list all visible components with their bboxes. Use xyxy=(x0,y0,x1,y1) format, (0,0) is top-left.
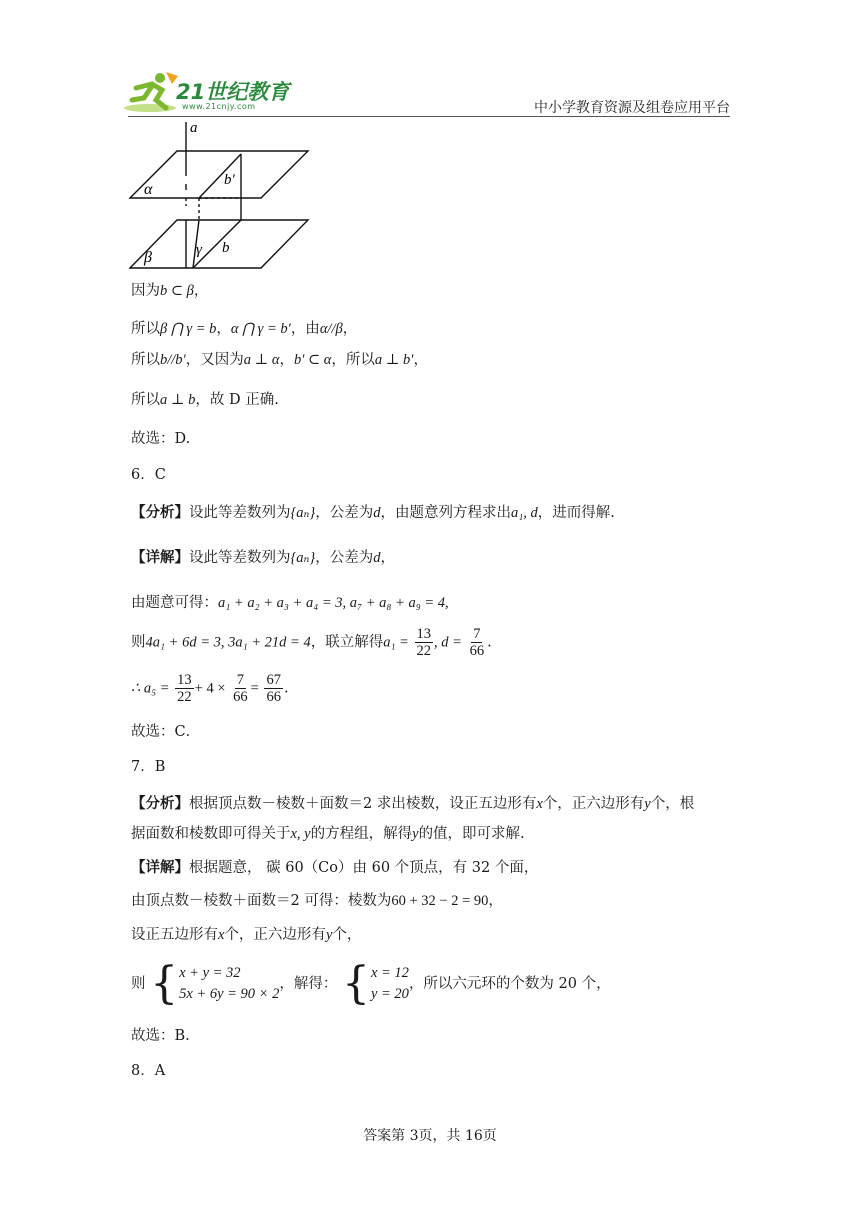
q5-answer: 故选：D. xyxy=(131,431,191,447)
header-divider xyxy=(128,116,730,117)
q7-line-2: 由顶点数－棱数＋面数＝2 可得：棱数为60 + 32 − 2 = 90， xyxy=(131,893,503,909)
header-logo xyxy=(122,70,292,116)
fraction-7-66: $\frac{7}{66}$ xyxy=(469,626,485,659)
q7-line-3: 设正五边形有x个，正六边形有y个， xyxy=(131,927,362,943)
label-a: a xyxy=(190,120,198,136)
q6-line-5: ∴ a₅ = $\frac{13}{22}$ + 4 × $\frac{7}{66}$ = $\frac{67}{66}$ . xyxy=(131,672,289,705)
logo-url: www.21cnjy.com xyxy=(182,102,256,111)
planes-figure xyxy=(128,118,318,276)
runner-logo-icon xyxy=(122,70,182,114)
logo-text: 21世纪教育 xyxy=(176,80,290,104)
fraction-13-22b: $\frac{13}{22}$ xyxy=(177,672,192,705)
q5-line-1: 因为b ⊂ β， xyxy=(131,283,209,299)
q7-number: 7．B xyxy=(131,759,166,775)
q5-line-2: 所以β ⋂ γ = b，α ⋂ γ = b′，由α//β， xyxy=(131,321,358,337)
q6-answer: 故选：C． xyxy=(131,724,201,740)
platform-name: 中小学教育资源及组卷应用平台 xyxy=(534,100,730,116)
fraction-67-66: $\frac{67}{66}$ xyxy=(266,672,281,705)
equation-system-2: { x = 12 y = 20 xyxy=(341,958,409,1009)
q6-analysis: 【分析】设此等差数列为{aₙ}，公差为d，由题意列方程求出a₁, d，进而得解. xyxy=(131,504,615,521)
q6-line-3: 由题意可得：a₁ + a₂ + a₃ + a₄ = 3, a₇ + a₈ + a₉ = 4, xyxy=(131,595,449,611)
q6-detail: 【详解】设此等差数列为{aₙ}，公差为d， xyxy=(131,549,395,566)
q6-number: 6．C xyxy=(131,467,166,483)
label-beta: β xyxy=(144,249,152,266)
q7-analysis-1: 【分析】根据顶点数－棱数＋面数＝2 求出棱数，设正五边形有x个，正六边形有y个，根 xyxy=(131,795,695,812)
fraction-7-66b: $\frac{7}{66}$ xyxy=(233,672,248,705)
q6-line-4: 则4a₁ + 6d = 3, 3a₁ + 21d = 4，联立解得a₁ = $\frac{13}{22}$ , d = $\frac{7}{66}$ . xyxy=(131,626,492,659)
q8-number: 8．A xyxy=(131,1063,166,1079)
label-b-prime: b′ xyxy=(224,172,235,188)
page-footer: 答案第 3页，共 16页 xyxy=(363,1128,497,1144)
label-b: b xyxy=(222,240,230,256)
q7-answer: 故选：B. xyxy=(131,1028,190,1044)
fraction-13-22: $\frac{13}{22}$ xyxy=(416,626,432,659)
q7-detail-1: 【详解】根据题意， 碳 60（Co）由 60 个顶点，有 32 个面， xyxy=(131,859,539,876)
q7-analysis-2: 据面数和棱数即可得关于x, y的方程组，解得y的值，即可求解. xyxy=(131,826,525,842)
q5-line-3: 所以b//b′，又因为a ⊥ α，b′ ⊂ α，所以a ⊥ b′， xyxy=(131,352,428,368)
equation-system-1: { x + y = 32 5x + 6y = 90 × 2 xyxy=(150,958,280,1009)
q7-line-4: 则 { x + y = 32 5x + 6y = 90 × 2 ，解得： { x = 12 y = 20 ，所以六元环的个数为 20 个， xyxy=(131,958,611,1009)
label-alpha: α xyxy=(144,181,153,198)
label-gamma: γ xyxy=(196,242,202,258)
q5-line-4: 所以a ⊥ b，故 D 正确. xyxy=(131,392,279,408)
